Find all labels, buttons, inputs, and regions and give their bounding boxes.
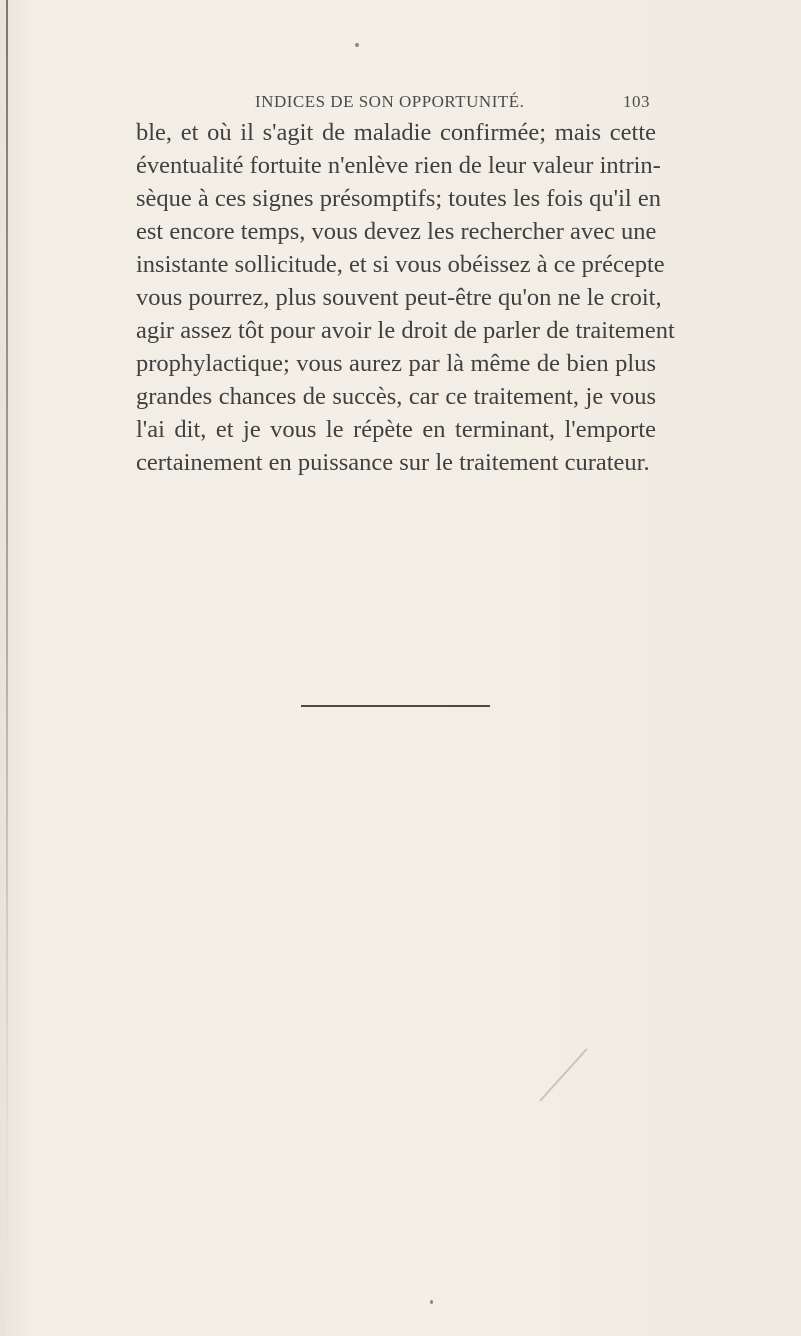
text-line: certainement en puissance sur le traitement curateur. xyxy=(136,449,650,476)
pencil-mark xyxy=(539,1048,587,1101)
text-line: grandes chances de succès, car ce traitement, je vous xyxy=(136,383,656,410)
section-end-rule xyxy=(301,705,490,707)
text-line: ble, et où il s'agit de maladie confirmée; mais cette xyxy=(136,119,656,146)
text-line: l'ai dit, et je vous le répète en terminant, l'emporte xyxy=(136,416,656,443)
running-head xyxy=(255,92,675,116)
text-line: vous pourrez, plus souvent peut-être qu'on ne le croit, xyxy=(136,284,662,311)
text-line: éventualité fortuite n'enlève rien de leur valeur intrin- xyxy=(136,152,661,179)
page-number: 103 xyxy=(623,92,650,111)
running-title: INDICES DE SON OPPORTUNITÉ. xyxy=(255,92,525,111)
body-paragraph xyxy=(136,116,675,479)
text-line: insistante sollicitude, et si vous obéissez à ce précepte xyxy=(136,251,665,278)
binding-gutter xyxy=(6,0,8,1336)
text-line: agir assez tôt pour avoir le droit de parler de traitement xyxy=(136,317,675,344)
text-line: prophylactique; vous aurez par là même de bien plus xyxy=(136,350,656,377)
paper-speck xyxy=(430,1300,433,1304)
text-line: sèque à ces signes présomptifs; toutes les fois qu'il en xyxy=(136,185,661,212)
text-line: est encore temps, vous devez les rechercher avec une xyxy=(136,218,657,245)
paper-speck xyxy=(355,43,359,47)
